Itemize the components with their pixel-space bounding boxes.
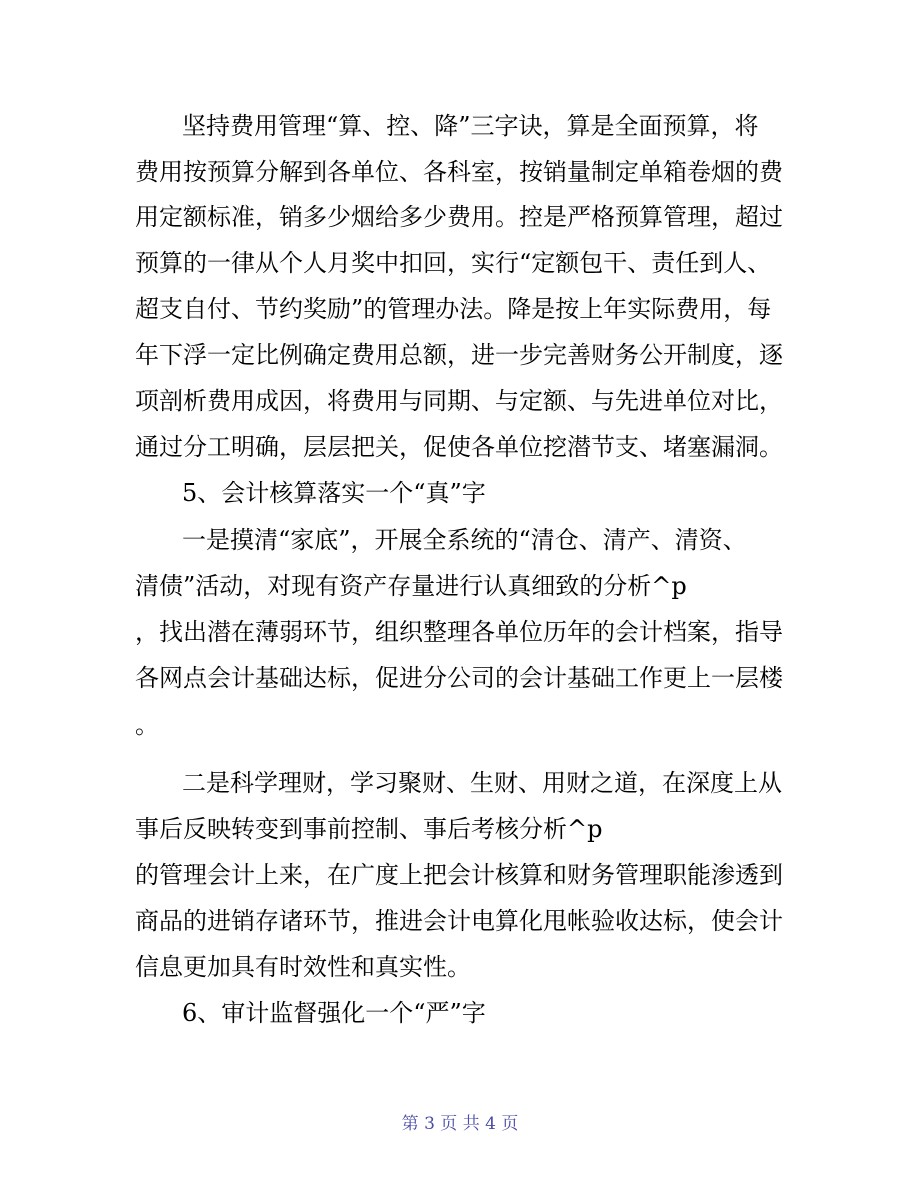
section-heading: 5、会计核算落实一个“真”字 (182, 479, 486, 507)
paragraph-line: 通过分工明确，层层把关，促使各单位挖潜节支、堵塞漏洞。 (135, 433, 783, 461)
paragraph-line: 商品的进销存诸环节，推进会计电算化甩帐验收达标，使会计 (135, 907, 783, 935)
paragraph-line: 事后反映转变到事前控制、事后考核分析^p (135, 815, 603, 843)
paragraph-line: 年下浮一定比例确定费用总额，进一步完善财务公开制度，逐 (135, 341, 783, 369)
paragraph-line: 。 (135, 711, 159, 739)
paragraph-line: 超支自付、节约奖励”的管理办法。降是按上年实际费用，每 (135, 295, 772, 323)
page-number-footer: 第 3 页 共 4 页 (401, 1114, 519, 1134)
section-heading: 6、审计监督强化一个“严”字 (182, 999, 486, 1027)
paragraph-line: 清债”活动，对现有资产存量进行认真细致的分析^p (135, 572, 687, 600)
paragraph-line: 用定额标准，销多少烟给多少费用。控是严格预算管理，超过 (135, 203, 783, 231)
paragraph-line: 预算的一律从个人月奖中扣回，实行“定额包干、责任到人、 (135, 249, 772, 277)
paragraph-line: 费用按预算分解到各单位、各科室，按销量制定单箱卷烟的费 (135, 158, 783, 186)
paragraph-line: 各网点会计基础达标，促进分公司的会计基础工作更上一层楼 (135, 664, 783, 692)
paragraph-line: 坚持费用管理“算、控、降”三字诀，算是全面预算，将 (182, 112, 759, 140)
paragraph-line: 项剖析费用成因，将费用与同期、与定额、与先进单位对比， (135, 387, 783, 415)
paragraph-line: 一是摸清“家底”，开展全系统的“清仓、清产、清资、 (182, 526, 747, 554)
paragraph-line: 信息更加具有时效性和真实性。 (135, 953, 471, 981)
paragraph-line: 二是科学理财，学习聚财、生财、用财之道，在深度上从 (182, 769, 782, 797)
paragraph-line: 的管理会计上来，在广度上把会计核算和财务管理职能渗透到 (135, 861, 783, 889)
paragraph-line: ，找出潜在薄弱环节，组织整理各单位历年的会计档案，指导 (135, 618, 783, 646)
